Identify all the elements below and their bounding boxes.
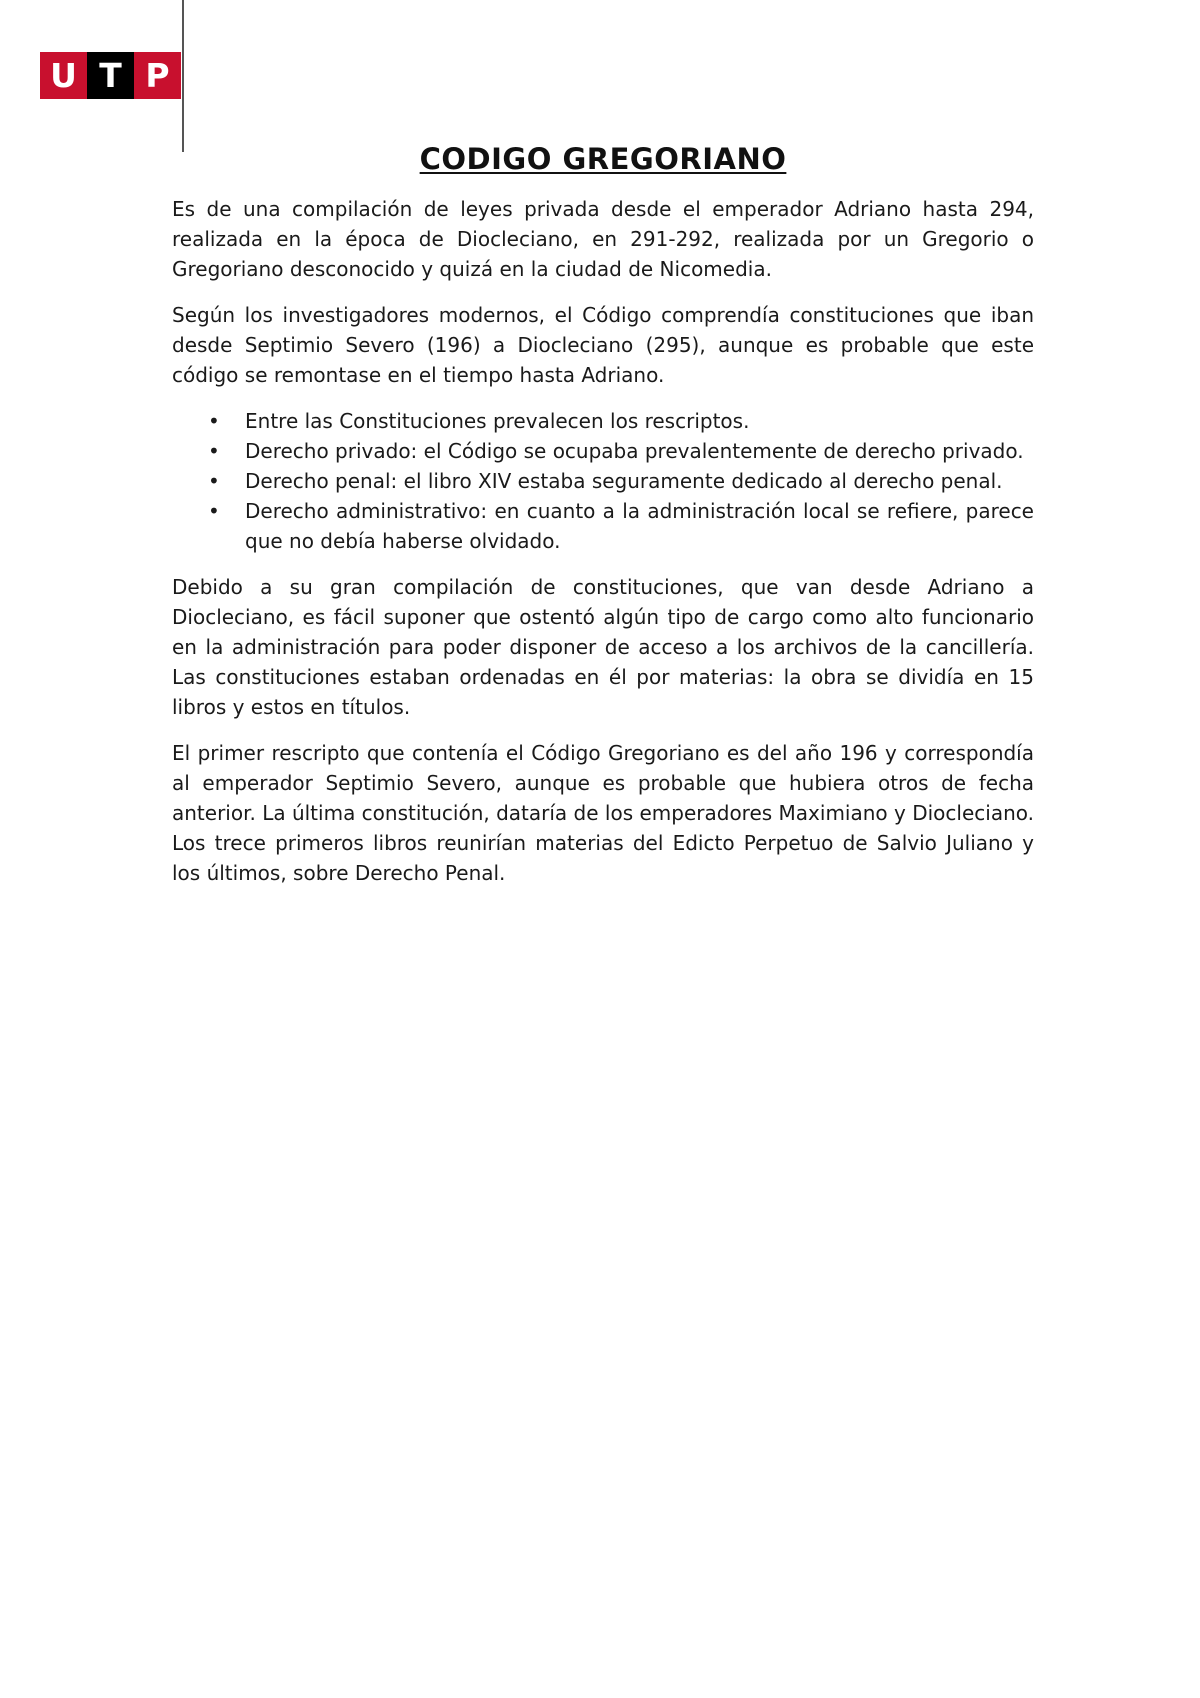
list-item-text: Entre las Constituciones prevalecen los rescriptos. [245,409,750,433]
logo-letter-p: P [134,52,181,99]
bullet-icon: • [208,439,220,463]
header-divider [182,0,184,152]
bullet-icon: • [208,499,220,523]
document-body [172,142,1034,904]
paragraph-compilacion: Debido a su gran compilación de constituciones, que van desde Adriano a Diocleciano, es fácil suponer que ostentó algún tipo de cargo como alto funcionario en la administración para poder disponer de acceso a los archivos de la cancillería. Las constituciones estaban ordenadas en él por materias: la obra se dividía en 15 libros y estos en títulos. [172,575,1034,719]
list-item [172,406,1034,436]
list-item [172,496,1034,556]
logo-letter-u: U [40,52,87,99]
utp-logo [40,52,181,99]
paragraph-investigadores: Según los investigadores modernos, el Código comprendía constituciones que iban desde Septimio Severo (196) a Diocleciano (295), aunque es probable que este código se remontase en el tiempo hasta Adriano. [172,303,1034,387]
bullet-icon: • [208,409,220,433]
paragraph-primer-rescripto: El primer rescripto que contenía el Código Gregoriano es del año 196 y correspondía al emperador Septimio Severo, aunque es probable que hubiera otros de fecha anterior. La última constitución, dataría de los emperadores Maximiano y Diocleciano. Los trece primeros libros reunirían materias del Edicto Perpetuo de Salvio Juliano y los últimos, sobre Derecho Penal. [172,741,1034,885]
list-item [172,436,1034,466]
document-title: CODIGO GREGORIANO [419,142,787,176]
list-item-text: Derecho administrativo: en cuanto a la administración local se refiere, parece que no debía haberse olvidado. [245,499,1034,553]
bullet-list [172,406,1034,556]
list-item-text: Derecho penal: el libro XIV estaba seguramente dedicado al derecho penal. [245,469,1003,493]
list-item [172,466,1034,496]
list-item-text: Derecho privado: el Código se ocupaba prevalentemente de derecho privado. [245,439,1024,463]
logo-letter-t: T [87,52,134,99]
paragraph-intro: Es de una compilación de leyes privada desde el emperador Adriano hasta 294, realizada en la época de Diocleciano, en 291-292, realizada por un Gregorio o Gregoriano desconocido y quizá en la ciudad de Nicomedia. [172,197,1034,281]
bullet-icon: • [208,469,220,493]
